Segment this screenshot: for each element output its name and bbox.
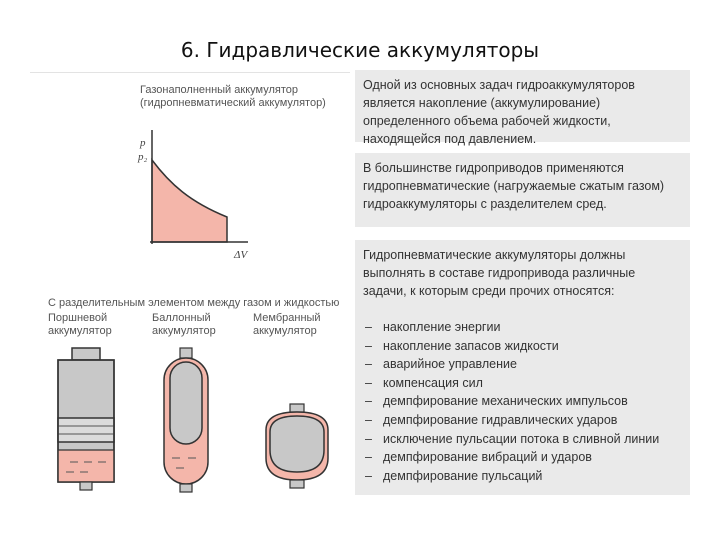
membrane-accumulator-drawing (266, 404, 328, 488)
task-item: – демпфирование вибраций и ударов (363, 448, 682, 467)
task-item: – накопление энергии (363, 318, 682, 337)
bladder-accumulator-label: Баллонный аккумулятор (152, 312, 216, 337)
info-panel-purpose (355, 70, 690, 146)
bladder-accumulator-drawing (164, 348, 208, 492)
tasks-intro: Гидропневматические аккумуляторы должны выполнять в составе гидропривода различные задачи, к которым среди прочих относятся: (363, 248, 636, 298)
separator-caption: С разделительным элементом между газом и жидкостью (48, 297, 340, 309)
title-divider (30, 72, 350, 73)
task-item: – исключение пульсации потока в сливной линии (363, 430, 682, 449)
p-axis-label: p (140, 137, 146, 149)
task-item: – демпфирование механических импульсов (363, 392, 682, 411)
task-item: – демпфирование гидравлических ударов (363, 411, 682, 430)
membrane-accumulator-label: Мембранный аккумулятор (253, 312, 321, 337)
info-panel-tasks (355, 240, 690, 495)
task-list (363, 318, 682, 485)
info-panel-types (355, 153, 690, 227)
accumulator-drawings (40, 340, 340, 500)
piston-accumulator-label: Поршневой аккумулятор (48, 312, 112, 337)
slide-title: 6. Гидравлические аккумуляторы (180, 38, 540, 62)
task-item: – накопление запасов жидкости (363, 337, 682, 356)
pv-diagram-caption: Газонаполненный аккумулятор (гидропневматический аккумулятор) (140, 84, 326, 109)
purpose-text: Одной из основных задач гидроаккумуляторов является накопление (аккумулирование) определенного объема рабочей жидкости, находящейся под давлением. (363, 78, 635, 146)
piston-accumulator-drawing (58, 348, 114, 490)
task-item: – компенсация сил (363, 374, 682, 393)
pv-area (152, 160, 227, 242)
types-text: В большинстве гидроприводов применяются гидропневматические (нагружаемые сжатым газом) гидроаккумуляторы с разделителем сред. (363, 161, 665, 211)
task-item: – аварийное управление (363, 355, 682, 374)
task-item: – демпфирование пульсаций (363, 467, 682, 486)
pv-diagram (130, 122, 270, 262)
dv-axis-label: ΔV (234, 249, 248, 261)
p2-axis-label: p₂ (138, 151, 148, 163)
